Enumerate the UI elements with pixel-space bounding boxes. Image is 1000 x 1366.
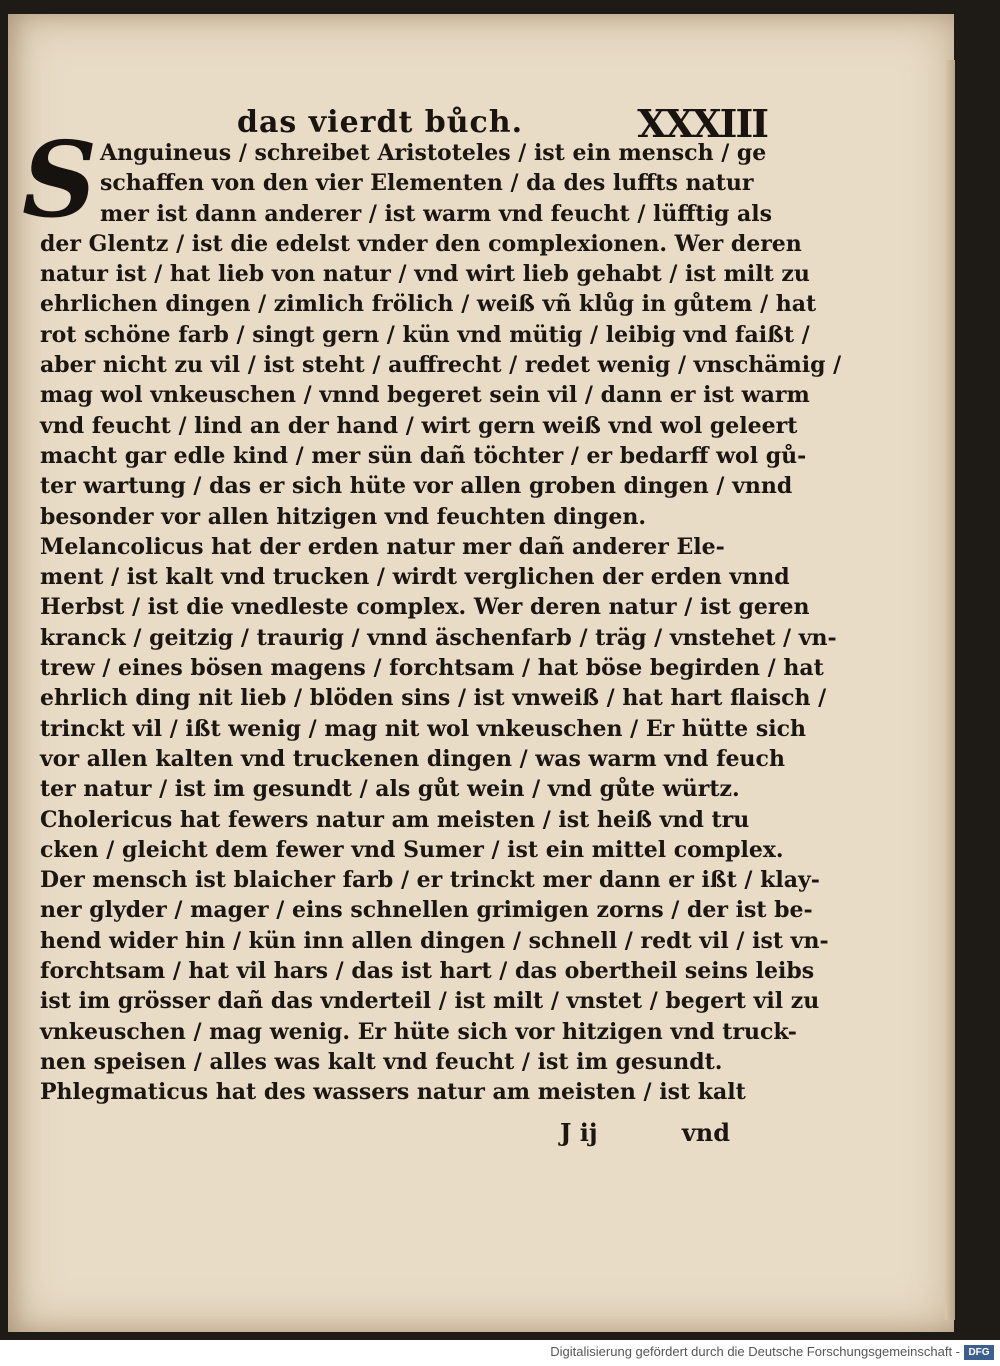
text-line: trinckt vil / ißt wenig / mag nit wol vnkeuschen / Er hütte sich: [40, 715, 806, 742]
text-line: besonder vor allen hitzigen vnd feuchten dingen.: [40, 503, 647, 530]
text-line: ist im grösser dañ das vnderteil / ist milt / vnstet / begert vil zu: [40, 988, 820, 1015]
text-line: ter wartung / das er sich hüte vor allen groben dingen / vnnd: [40, 473, 793, 500]
text-line: vor allen kalten vnd truckenen dingen / was warm vnd feuch: [40, 745, 785, 772]
text-block: [40, 138, 842, 1108]
text-line: Phlegmaticus hat des wassers natur am meisten / ist kalt: [40, 1079, 746, 1106]
text-line: macht gar edle kind / mer sün dañ töchter / er bedarff wol gů-: [40, 442, 807, 469]
text-line: Der mensch ist blaicher farb / er trinckt mer dann er ißt / klay-: [40, 867, 820, 894]
text-line: natur ist / hat lieb von natur / vnd wirt lieb gehabt / ist milt zu: [40, 261, 810, 288]
text-line: Cholericus hat fewers natur am meisten / ist heiß vnd tru: [40, 806, 750, 833]
text-line: rot schöne farb / singt gern / kün vnd mütig / leibig vnd faißt /: [40, 321, 810, 348]
text-line: trew / eines bösen magens / forchtsam / hat böse begirden / hat: [40, 655, 824, 682]
folio-number: XXXIII: [637, 101, 767, 146]
text-line: Melancolicus hat der erden natur mer dañ anderer Ele-: [40, 533, 725, 560]
catchword: vnd: [681, 1118, 730, 1147]
footer-bar: [0, 1340, 1000, 1366]
text-line: der Glentz / ist die edelst vnder den complexionen. Wer deren: [40, 230, 802, 257]
text-line: cken / gleicht dem fewer vnd Sumer / ist ein mittel complex.: [40, 836, 784, 863]
text-line: kranck / geitzig / traurig / vnnd äschenfarb / träg / vnstehet / vn-: [40, 624, 837, 651]
signature-mark: J ij: [560, 1118, 598, 1147]
text-line: mer ist dann anderer / ist warm vnd feucht / lüfftig als: [100, 200, 772, 227]
text-line: aber nicht zu vil / ist steht / auffrecht / redet wenig / vnschämig /: [40, 352, 842, 379]
text-line: ner glyder / mager / eins schnellen grimigen zorns / der ist be-: [40, 897, 813, 924]
signature-row: [560, 1118, 750, 1152]
text-line: mag wol vnkeuschen / vnnd begeret sein vil / dann er ist warm: [40, 382, 810, 409]
text-line: forchtsam / hat vil hars / das ist hart / das obertheil seins leibs: [40, 958, 815, 985]
funding-credit: Digitalisierung gefördert durch die Deutsche Forschungsgemeinschaft -: [550, 1344, 960, 1359]
dfg-logo-icon[interactable]: DFG: [964, 1345, 994, 1360]
running-title: das vierdt bůch.: [237, 105, 524, 140]
text-line: ment / ist kalt vnd trucken / wirdt verglichen der erden vnnd: [40, 564, 790, 591]
text-line: hend wider hin / kün inn allen dingen / schnell / redt vil / ist vn-: [40, 927, 829, 954]
text-line: nen speisen / alles was kalt vnd feucht / ist im gesundt.: [40, 1048, 723, 1075]
text-line: vnd feucht / lind an der hand / wirt gern weiß vnd wol geleert: [40, 412, 798, 439]
text-line: Anguineus / schreibet Aristoteles / ist ein mensch / ge: [100, 140, 767, 166]
text-line: schaffen von den vier Elementen / da des luffts natur: [100, 170, 754, 197]
text-line: Herbst / ist die vnedleste complex. Wer deren natur / ist geren: [40, 594, 810, 621]
text-line: ehrlich ding nit lieb / blöden sins / ist vnweiß / hat hart flaisch /: [40, 685, 827, 712]
text-line: vnkeuschen / mag wenig. Er hüte sich vor hitzigen vnd truck-: [40, 1018, 797, 1045]
page-edge: [945, 60, 955, 1320]
drop-cap-initial: S: [22, 118, 98, 241]
text-line: ehrlichen dingen / zimlich frölich / weiß vñ klůg in gůtem / hat: [40, 291, 817, 318]
text-line: ter natur / ist im gesundt / als gůt wein / vnd gůte würtz.: [40, 776, 740, 803]
